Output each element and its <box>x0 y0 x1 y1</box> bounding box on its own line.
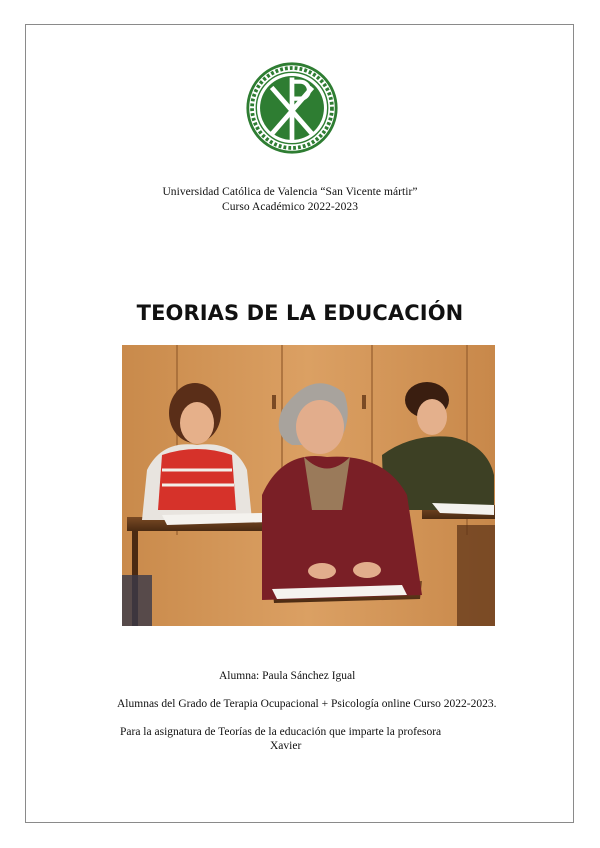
student-name: Alumna: Paula Sánchez Igual <box>219 670 356 682</box>
university-logo <box>245 61 339 155</box>
academic-year: Curso Académico 2022-2023 <box>221 201 359 213</box>
subject-line: Para la asignatura de Teorías de la educación que imparte la profesora <box>120 726 442 738</box>
university-name: Universidad Católica de Valencia “San Vicente mártir” <box>162 186 418 198</box>
professor-name: Xavier <box>270 740 302 752</box>
students-program: Alumnas del Grado de Terapia Ocupacional + Psicología online Curso 2022-2023. <box>117 698 497 710</box>
classroom-photo <box>122 345 495 626</box>
document-title: TEORIAS DE LA EDUCACIÓN <box>136 301 464 325</box>
